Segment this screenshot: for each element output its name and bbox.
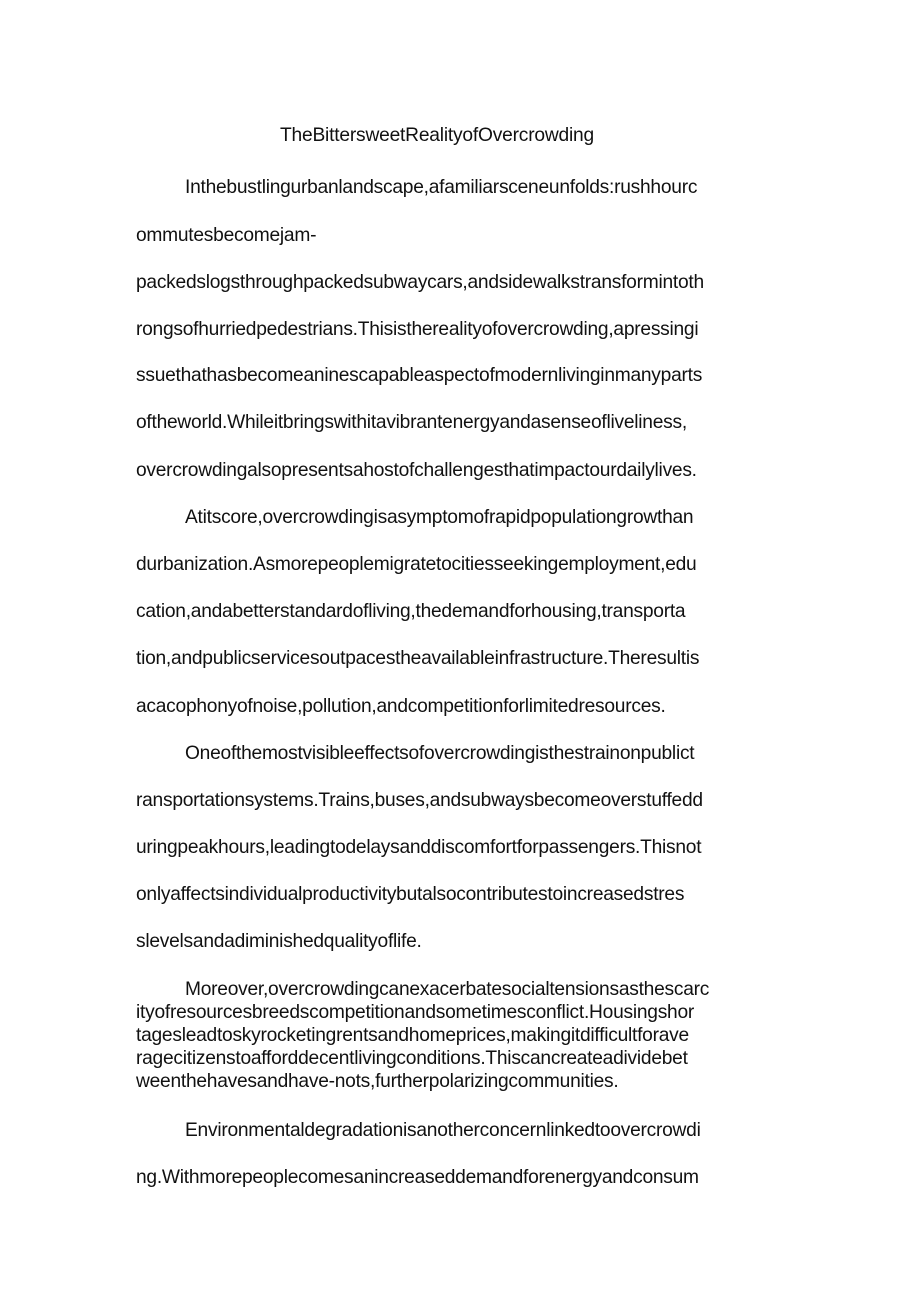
text-line: ommutesbecomejam- (136, 225, 317, 246)
text-line: ityofresourcesbreedscompetitionandsometimesconflict.Housingshor (136, 1002, 695, 1023)
text-line: packedslogsthroughpackedsubwaycars,andsidewalkstransformintoth (136, 272, 704, 293)
text-line: rongsofhurriedpedestrians.Thisistherealityofovercrowding,apressingi (136, 319, 699, 340)
text-line: ng.Withmorepeoplecomesanincreaseddemandforenergyandconsum (136, 1167, 699, 1188)
text-line: onlyaffectsindividualproductivitybutalsocontributestoincreasedstres (136, 884, 685, 905)
text-line: ssuethathasbecomeaninescapableaspectofmodernlivinginmanyparts (136, 365, 703, 386)
text-line: Atitscore,overcrowdingisasymptomofrapidpopulationgrowthan (185, 507, 694, 528)
text-line: acacophonyofnoise,pollution,andcompetitionforlimitedresources. (136, 696, 666, 717)
text-line: overcrowdingalsopresentsahostofchallengesthatimpactourdailylives. (136, 460, 697, 481)
document-title: TheBittersweetRealityofOvercrowding (280, 125, 594, 146)
text-line: ransportationsystems.Trains,buses,andsubwaysbecomeoverstuffedd (136, 790, 703, 811)
text-line: Oneofthemostvisibleeffectsofovercrowdingisthestrainonpublict (185, 743, 695, 764)
text-line: cation,andabetterstandardofliving,thedemandforhousing,transporta (136, 601, 686, 622)
text-line: durbanization.Asmorepeoplemigratetocitiesseekingemployment,edu (136, 554, 697, 575)
text-line: tagesleadtoskyrocketingrentsandhomeprices,makingitdifficultforave (136, 1025, 689, 1046)
text-line: Environmentaldegradationisanotherconcernlinkedtoovercrowdi (185, 1120, 701, 1141)
text-line: ragecitizenstoafforddecentlivingconditions.Thiscancreateadividebet (136, 1048, 688, 1069)
text-line: tion,andpublicservicesoutpacestheavailableinfrastructure.Theresultis (136, 648, 700, 669)
text-line: weenthehavesandhave-nots,furtherpolarizingcommunities. (136, 1071, 619, 1092)
text-line: Inthebustlingurbanlandscape,afamiliarsceneunfolds:rushhourc (185, 177, 698, 198)
text-line: slevelsandadiminishedqualityoflife. (136, 931, 422, 952)
text-line: Moreover,overcrowdingcanexacerbatesocialtensionsasthescarc (185, 979, 710, 1000)
text-line: oftheworld.Whileitbringswithitavibrantenergyandasenseofliveliness, (136, 412, 687, 433)
text-line: uringpeakhours,leadingtodelaysanddiscomfortforpassengers.Thisnot (136, 837, 702, 858)
